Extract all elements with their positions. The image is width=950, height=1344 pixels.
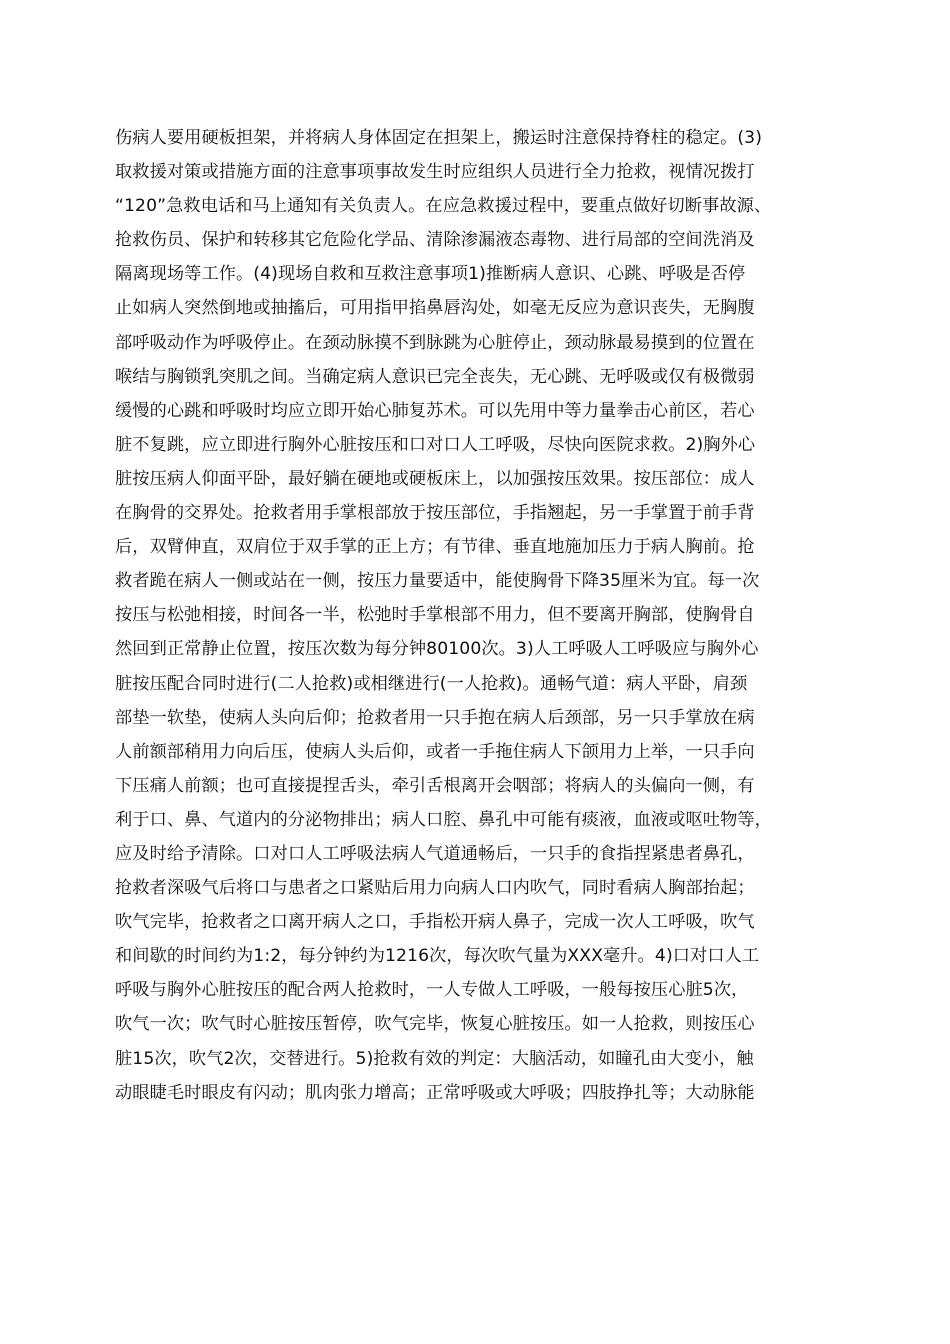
text-line: 救者跪在病人一侧或站在一侧，按压力量要适中，能使胸骨下降35厘米为宜。每一次 — [115, 571, 760, 592]
text-line: 脏15次，吹气2次，交替进行。5)抢救有效的判定：大脑活动，如瞳孔由大变小，触 — [115, 1048, 754, 1069]
text-line: 伤病人要用硬板担架，并将病人身体固定在担架上，搬运时注意保持脊柱的稳定。(3) — [115, 128, 762, 148]
text-line: 部呼吸动作为呼吸停止。在颈动脉摸不到脉跳为心脏停止，颈动脉最易摸到的位置在 — [115, 332, 755, 353]
text-line: 缓慢的心跳和呼吸时均应立即开始心肺复苏术。可以先用中等力量拳击心前区，若心 — [115, 400, 755, 421]
text-line: 下压痛人前额；也可直接提捏舌头，牵引舌根离开会咽部；将病人的头偏向一侧，有 — [115, 775, 755, 796]
text-line: 按压与松弛相接，时间各一半，松弛时手掌根部不用力，但不要离开胸部，使胸骨自 — [115, 605, 755, 626]
text-line: 然回到正常静止位置，按压次数为每分钟80100次。3)人工呼吸人工呼吸应与胸外心 — [115, 639, 759, 660]
text-line: 呼吸与胸外心脏按压的配合两人抢救时，一人专做人工呼吸，一般每按压心脏5次， — [115, 980, 749, 1001]
text-line: 吹气一次；吹气时心脏按压暂停，吹气完毕，恢复心脏按压。如一人抢救，则按压心 — [115, 1014, 755, 1035]
text-line: 和间歇的时间约为1:2，每分钟约为1216次，每次吹气量为XXX毫升。4)口对口人工 — [115, 946, 760, 967]
text-line: 在胸骨的交界处。抢救者用手掌根部放于按压部位，手指翘起，另一手掌置于前手背 — [115, 503, 755, 524]
text-line: 抢救伤员、保护和转移其它危险化学品、清除渗漏液态毒物、进行局部的空间洗消及 — [115, 230, 755, 251]
text-line: 应及时给予清除。口对口人工呼吸法病人气道通畅后，一只手的食指捏紧患者鼻孔， — [115, 843, 755, 864]
text-line: 隔离现场等工作。(4)现场自救和互救注意事项1)推断病人意识、心跳、呼吸是否停 — [115, 264, 746, 285]
body-text — [115, 121, 835, 1110]
text-line: “120”急救电话和马上通知有关负责人。在应急救援过程中，要重点做好切断事故源、 — [115, 196, 772, 217]
text-line: 脏按压病人仰面平卧，最好躺在硬地或硬板床上，以加强按压效果。按压部位：成人 — [115, 468, 755, 489]
text-line: 动眼睫毛时眼皮有闪动；肌肉张力增高；正常呼吸或大呼吸；四肢挣扎等；大动脉能 — [115, 1082, 755, 1103]
text-line: 脏不复跳，应立即进行胸外心脏按压和口对口人工呼吸，尽快向医院求救。2)胸外心 — [115, 434, 756, 455]
text-line: 部垫一软垫，使病人头向后仰；抢救者用一只手抱在病人后颈部，另一只手掌放在病 — [115, 707, 755, 728]
text-line: 喉结与胸锁乳突肌之间。当确定病人意识已完全丧失，无心跳、无呼吸或仅有极微弱 — [115, 366, 755, 387]
text-line: 利于口、鼻、气道内的分泌物排出；病人口腔、鼻孔中可能有痰液，血液或呕吐物等， — [115, 809, 772, 830]
text-line: 取救援对策或措施方面的注意事项事故发生时应组织人员进行全力抢救，视情况拨打 — [115, 162, 755, 183]
text-line: 人前额部稍用力向后压，使病人头后仰，或者一手拖住病人下颌用力上举，一只手向 — [115, 741, 755, 762]
text-line: 脏按压配合同时进行(二人抢救)或相继进行(一人抢救)。通畅气道：病人平卧，肩颈 — [115, 673, 748, 694]
text-line: 后，双臂伸直，双肩位于双手掌的正上方；有节律、垂直地施加压力于病人胸前。抢 — [115, 537, 755, 558]
text-line: 止如病人突然倒地或抽搐后，可用指甲掐鼻唇沟处，如毫无反应为意识丧失，无胸腹 — [115, 298, 755, 319]
text-line: 吹气完毕，抢救者之口离开病人之口，手指松开病人鼻子，完成一次人工呼吸，吹气 — [115, 912, 755, 933]
text-line: 抢救者深吸气后将口与患者之口紧贴后用力向病人口内吹气，同时看病人胸部抬起； — [115, 878, 755, 899]
